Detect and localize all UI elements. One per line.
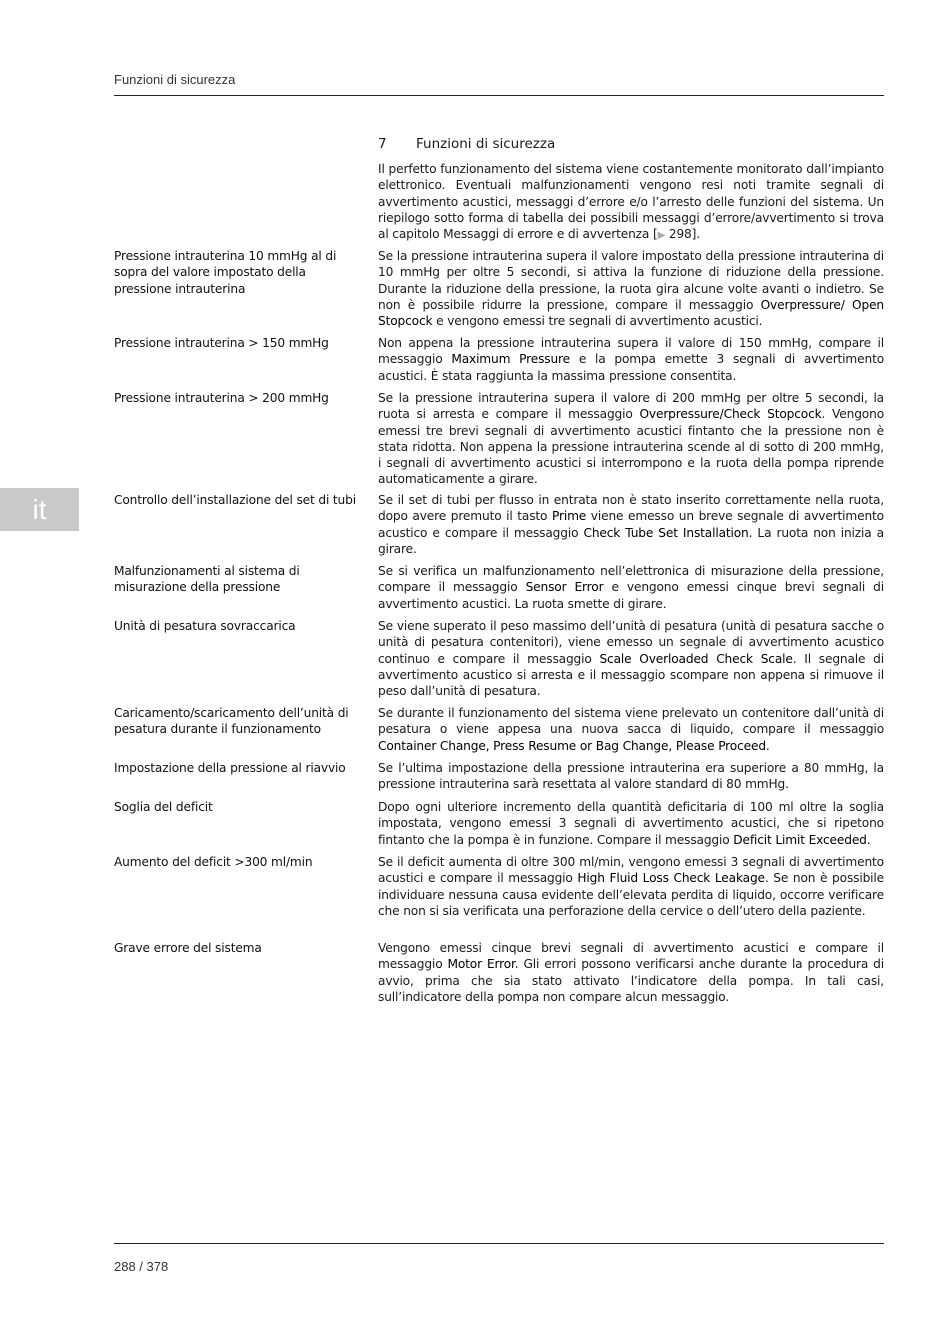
item-label: Unità di pesatura sovraccarica <box>114 619 296 633</box>
message-text: Sensor Error <box>525 580 604 595</box>
message-text: Overpressure/Check Stopcock <box>639 407 822 422</box>
item-description: Se viene superato il peso massimo dell’unità di pesatura (unità di pesatura sacche o unità di pesatura contenitori), viene emesso un segnale di avvertimento acustico continuo e compare il messaggio Scale Overloaded Check Scale. Il segnale di avvertimento acustico si arresta e il messaggio scompare non appena si rimuove il peso dall’unità di pesatura. <box>378 619 885 699</box>
item-description: Se si verifica un malfunzionamento nell’elettronica di misurazione della pressione, compare il messaggio Sensor Error e vengono emessi cinque brevi segnali di avvertimento acustici. La ruota smette di girare. <box>378 564 884 611</box>
header-rule <box>114 95 884 96</box>
item-label: Grave errore del sistema <box>114 941 262 955</box>
item-description: Se il set di tubi per flusso in entrata non è stato inserito correttamente nella ruota, dopo avere premuto il tasto Prime viene emesso un breve segnale di avvertimento acustico e compare il messaggio Check Tube Set Installation. La ruota non inizia a girare. <box>378 493 884 556</box>
intro-text-end: ]. <box>691 227 700 242</box>
message-text: Maximum Pressure <box>451 352 570 367</box>
message-text: Check Tube Set Installation <box>583 525 749 540</box>
item-description: Dopo ogni ulteriore incremento della quantità deficitaria di 100 ml oltre la soglia impostata, vengono emessi 3 segnali di avvertimento acustici, che si ripetono fintanto che la pompa è in funzione. Compare il messaggio Deficit Limit Exceeded. <box>378 800 884 847</box>
page-number: 288 / 378 <box>114 1259 169 1274</box>
message-text: Motor Error <box>447 957 515 972</box>
message-text: Prime <box>552 509 587 524</box>
language-tab: it <box>0 488 79 531</box>
footer-rule <box>114 1243 884 1244</box>
item-label: Malfunzionamenti al sistema di misurazione della pressione <box>114 564 300 595</box>
running-header: Funzioni di sicurezza <box>114 72 236 87</box>
item-label: Impostazione della pressione al riavvio <box>114 761 346 775</box>
item-description: Non appena la pressione intrauterina supera il valore di 150 mmHg, compare il messaggio Maximum Pressure e la pompa emette 3 segnali di avvertimento acustici. È stata raggiunta la massima pressione consentita. <box>378 336 884 383</box>
message-text: Container Change, Press Resume or Bag Change, Please Proceed <box>378 738 766 753</box>
section-title: Funzioni di sicurezza <box>416 136 556 152</box>
section-heading <box>378 136 555 152</box>
item-description: Se l’ultima impostazione della pressione intrauterina era superiore a 80 mmHg, la pressione intrauterina sarà resettata al valore standard di 80 mmHg. <box>378 761 884 792</box>
item-label: Caricamento/scaricamento dell’unità di pesatura durante il funzionamento <box>114 706 349 737</box>
section-intro <box>378 161 884 244</box>
item-label: Aumento del deficit >300 ml/min <box>114 855 313 869</box>
item-description: Se durante il funzionamento del sistema viene prelevato un contenitore dall’unità di pesatura o viene appesa una nuova sacca di liquido, compare il messaggio Container Change, Press Resume or Bag Change, Please Proceed. <box>378 706 884 753</box>
cross-reference-page[interactable]: 298 <box>668 227 692 242</box>
section-number: 7 <box>378 136 387 152</box>
item-label: Soglia del deficit <box>114 800 213 814</box>
message-text: Deficit Limit Exceeded <box>733 832 867 847</box>
item-label: Controllo dell’installazione del set di tubi <box>114 493 356 507</box>
item-description: Se il deficit aumenta di oltre 300 ml/min, vengono emessi 3 segnali di avvertimento acustici e compare il messaggio High Fluid Loss Check Leakage. Se non è possibile individuare nessuna causa evidente dell’elevata perdita di liquido, occorre verificare che non si sia verificata una perforazione della cervice o dell’utero della paziente. <box>378 855 884 918</box>
item-label: Pressione intrauterina 10 mmHg al di sopra del valore impostato della pressione intrauterina <box>114 249 337 296</box>
message-text: High Fluid Loss Check Leakage <box>577 871 765 886</box>
cross-reference-arrow-icon: ▶ <box>657 230 666 242</box>
item-description: Se la pressione intrauterina supera il valore impostato della pressione intrauterina di 10 mmHg per oltre 5 secondi, si attiva la funzione di riduzione della pressione. Durante la riduzione della pressione, la ruota gira alcune volte avanti o indietro. Se non è possibile ridurre la pressione, compare il messaggio Overpressure/ Open Stopcock e vengono emessi tre segnali di avvertimento acustici. <box>378 249 885 329</box>
item-label: Pressione intrauterina > 200 mmHg <box>114 391 329 405</box>
message-text: Overpressure/ Open Stopcock <box>378 297 885 329</box>
item-label: Pressione intrauterina > 150 mmHg <box>114 336 329 350</box>
item-description: Vengono emessi cinque brevi segnali di avvertimento acustici e compare il messaggio Motor Error. Gli errori possono verificarsi anche durante la procedura di avvio, prima che sia stato attivato l’indicatore della pompa. In tali casi, sull’indicatore della pompa non compare alcun messaggio. <box>378 941 885 1004</box>
message-text: Scale Overloaded Check Scale <box>599 651 793 666</box>
intro-text: Il perfetto funzionamento del sistema viene costantemente monitorato dall’impianto elettronico. Eventuali malfunzionamenti vengono resi noti tramite segnali di avvertimento acustici, messaggi d’errore e/o l’arresto delle funzioni del sistema. Un riepilogo sotto forma di tabella dei possibili messaggi d’errore/avvertimento si trova al capitolo Messaggi di errore e di avvertenza [ <box>378 162 884 242</box>
item-description: Se la pressione intrauterina supera il valore di 200 mmHg per oltre 5 secondi, la ruota si arresta e compare il messaggio Overpressure/Check Stopcock. Vengono emessi tre brevi segnali di avvertimento acustici fintanto che la pressione non è stata ridotta. Non appena la pressione intrauterina scende al di sotto di 200 mmHg, i segnali di avvertimento acustici si interrompono e la ruota della pompa riprende automaticamente a girare. <box>378 391 884 487</box>
